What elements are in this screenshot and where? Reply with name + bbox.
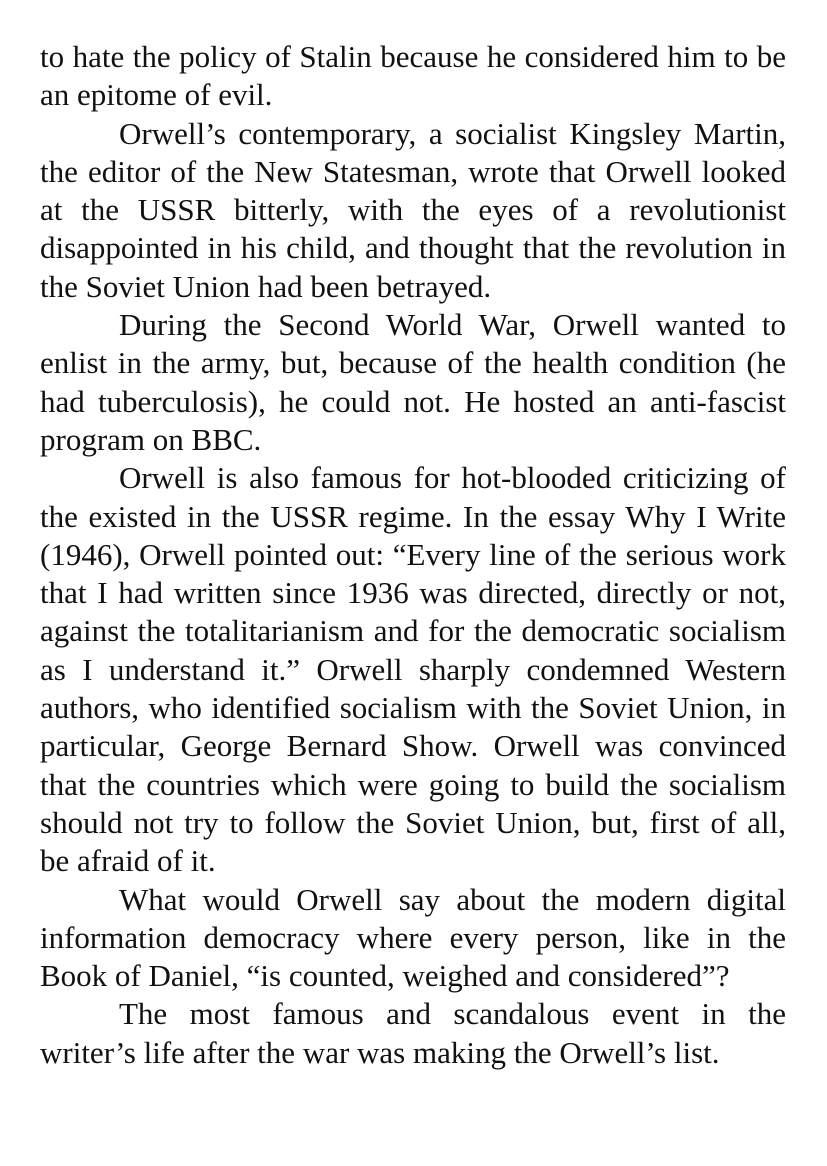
paragraph-digital-democracy: What would Orwell say about the modern digital information democracy where every person, like in the Book of Daniel, “is counted, weighed and considered”?	[40, 881, 786, 994]
paragraph-orwell-list: The most famous and scandalous event in the writer’s life after the war was making the Orwell’s list.	[40, 996, 786, 1070]
document-page	[40, 38, 786, 1072]
paragraph-second-world-war: During the Second World War, Orwell wanted to enlist in the army, but, because of the health condition (he had tuberculosis), he could not. He hosted an anti-fascist program on BBC.	[40, 307, 786, 457]
paragraph-continuation: to hate the policy of Stalin because he considered him to be an epitome of evil.	[40, 39, 786, 113]
paragraph-kingsley-martin: Orwell’s contemporary, a socialist Kingsley Martin, the editor of the New Statesman, wrote that Orwell looked at the USSR bitterly, with the eyes of a revolutionist disappointed in his child, and thought that the revolution in the Soviet Union had been betrayed.	[40, 115, 786, 304]
paragraph-criticism-ussr: Orwell is also famous for hot-blooded criticizing of the existed in the USSR regime. In the essay Why I Write (1946), Orwell pointed out: “Every line of the serious work that I had written since 1936 was directed, directly or not, against the totalitarianism and for the democratic socialism as I understand it.” Orwell sharply condemned Western authors, who identified socialism with the Soviet Union, in particular, George Bernard Show. Orwell was convinced that the countries which were going to build the socialism should not try to follow the Soviet Union, but, first of all, be afraid of it.	[40, 460, 786, 879]
